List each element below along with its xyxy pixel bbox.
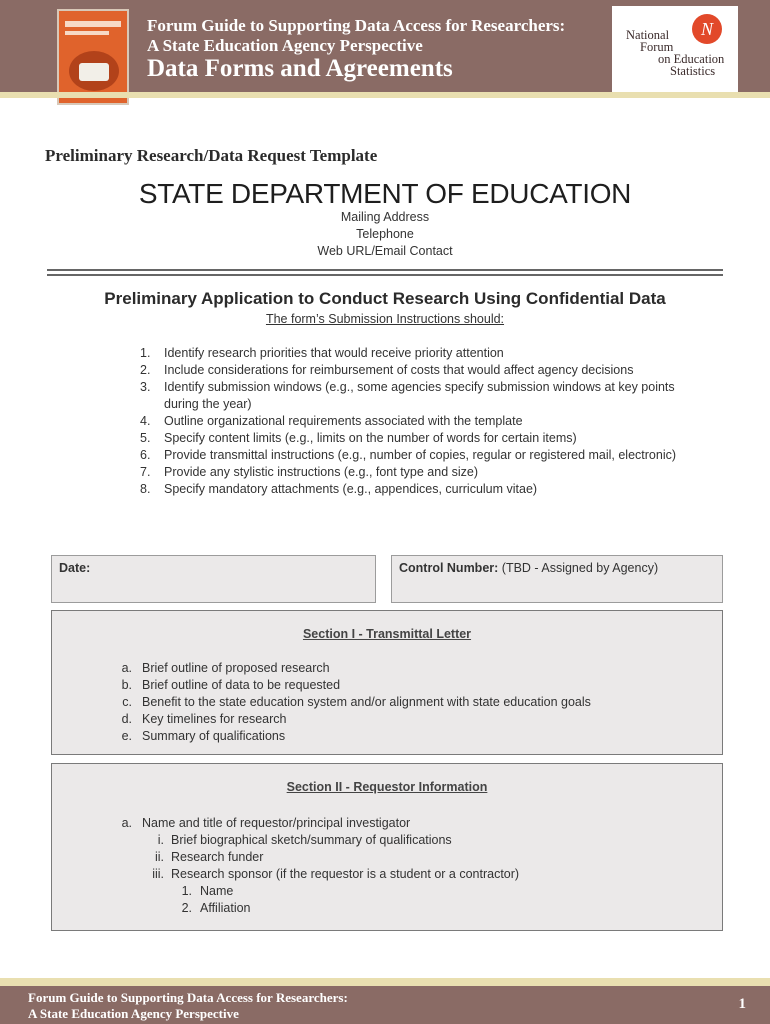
list-item	[142, 866, 702, 883]
list-number: 8.	[140, 482, 151, 496]
list-item	[121, 815, 702, 832]
list-number: 4.	[140, 414, 151, 428]
list-item	[140, 345, 700, 362]
logo-line-4: Statistics	[670, 64, 716, 78]
list-number: 1.	[140, 346, 151, 360]
list-number: 6.	[140, 448, 151, 462]
control-number-field[interactable]	[391, 555, 723, 603]
list-text: Include considerations for reimbursement of costs that would affect agency decisions	[164, 363, 634, 377]
list-text: Summary of qualifications	[142, 729, 286, 743]
list-item	[140, 481, 700, 498]
list-marker: i.	[157, 833, 164, 847]
list-marker: iii.	[152, 867, 164, 881]
list-item	[121, 660, 702, 677]
list-item	[122, 694, 702, 711]
template-title: Preliminary Research/Data Request Template	[45, 146, 378, 165]
footer-stripe	[0, 978, 770, 986]
list-text: Name	[200, 884, 234, 898]
date-field[interactable]	[51, 555, 376, 603]
list-text: Affiliation	[200, 901, 251, 915]
section-2-list	[121, 815, 702, 917]
list-item	[140, 447, 700, 464]
list-text: Brief biographical sketch/summary of qualifications	[171, 833, 452, 847]
list-marker: e.	[121, 729, 132, 743]
list-item	[142, 883, 702, 900]
list-item	[121, 728, 702, 745]
list-text: Specify mandatory attachments (e.g., appendices, curriculum vitae)	[164, 482, 538, 496]
list-marker: a.	[121, 661, 132, 675]
mailing-address: Mailing Address	[340, 210, 430, 224]
footer-title-line1: Forum Guide to Supporting Data Access for Researchers:	[28, 990, 348, 1005]
web-contact: Web URL/Email Contact	[317, 244, 453, 258]
header-banner	[0, 0, 770, 92]
section-heading: Data Forms and Agreements	[147, 55, 453, 82]
list-marker: b.	[121, 678, 132, 692]
nfes-logo	[612, 6, 738, 92]
list-marker: c.	[122, 695, 132, 709]
guide-title-line2: A State Education Agency Perspective	[147, 36, 423, 55]
date-label: Date:	[59, 561, 91, 575]
list-text: Research funder	[171, 850, 264, 864]
list-marker: 2.	[181, 901, 192, 915]
guide-cover-image	[57, 9, 129, 105]
list-text: Name and title of requestor/principal investigator	[142, 816, 411, 830]
list-item	[140, 379, 700, 413]
list-text: Identify research priorities that would receive priority attention	[164, 346, 504, 360]
divider-bottom	[47, 274, 723, 276]
list-text: Specify content limits (e.g., limits on the number of words for certain items)	[164, 431, 577, 445]
page-number: 1	[738, 996, 746, 1012]
list-text: Research sponsor (if the requestor is a student or a contractor)	[171, 867, 520, 881]
list-item	[121, 677, 702, 694]
list-text: Brief outline of data to be requested	[142, 678, 341, 692]
agency-name: STATE DEPARTMENT OF EDUCATION	[138, 178, 632, 209]
list-number: 7.	[140, 465, 151, 479]
list-item	[140, 464, 700, 481]
list-item	[140, 413, 700, 430]
application-title: Preliminary Application to Conduct Research Using Confidential Data	[104, 289, 666, 308]
list-marker: a.	[121, 816, 132, 830]
section-1-title: Section I - Transmittal Letter	[302, 627, 472, 641]
list-marker: 1.	[181, 884, 192, 898]
list-item	[142, 900, 702, 917]
list-number: 5.	[140, 431, 151, 445]
list-text: Provide any stylistic instructions (e.g., font type and size)	[164, 465, 479, 479]
logo-line-1: National	[626, 28, 670, 42]
footer-title-line2: A State Education Agency Perspective	[28, 1006, 239, 1021]
list-text: Benefit to the state education system and/or alignment with state education goals	[142, 695, 591, 709]
list-text: Outline organizational requirements associated with the template	[164, 414, 523, 428]
footer	[0, 986, 770, 1024]
list-item	[142, 849, 702, 866]
logo-line-3: on Education	[658, 52, 725, 66]
guide-title-line1: Forum Guide to Supporting Data Access for Researchers:	[147, 16, 566, 35]
control-number-label: Control Number:	[399, 561, 499, 575]
logo-mark-icon: N	[692, 14, 722, 44]
list-item	[121, 711, 702, 728]
divider-top	[47, 269, 723, 271]
list-text: Key timelines for research	[142, 712, 287, 726]
list-text: Identify submission windows (e.g., some agencies specify submission windows at key points during the year)	[164, 380, 675, 411]
list-item	[142, 832, 702, 849]
list-marker: ii.	[154, 850, 164, 864]
submission-heading: The form’s Submission Instructions should:	[265, 312, 505, 326]
header-stripe	[0, 92, 770, 98]
list-number: 3.	[140, 380, 151, 394]
list-item	[140, 362, 700, 379]
list-text: Provide transmittal instructions (e.g., number of copies, regular or registered mail, electronic)	[164, 448, 677, 462]
list-item	[140, 430, 700, 447]
control-number-note: (TBD - Assigned by Agency)	[498, 561, 659, 575]
logo-line-2: Forum	[640, 40, 674, 54]
list-text: Brief outline of proposed research	[142, 661, 330, 675]
section-2-title: Section II - Requestor Information	[286, 780, 488, 794]
list-number: 2.	[140, 363, 151, 377]
section-1-list	[121, 660, 702, 745]
section-requestor-information	[51, 763, 723, 931]
section-transmittal-letter	[51, 610, 723, 755]
list-marker: d.	[121, 712, 132, 726]
telephone: Telephone	[356, 227, 414, 241]
instructions-list	[140, 345, 700, 498]
